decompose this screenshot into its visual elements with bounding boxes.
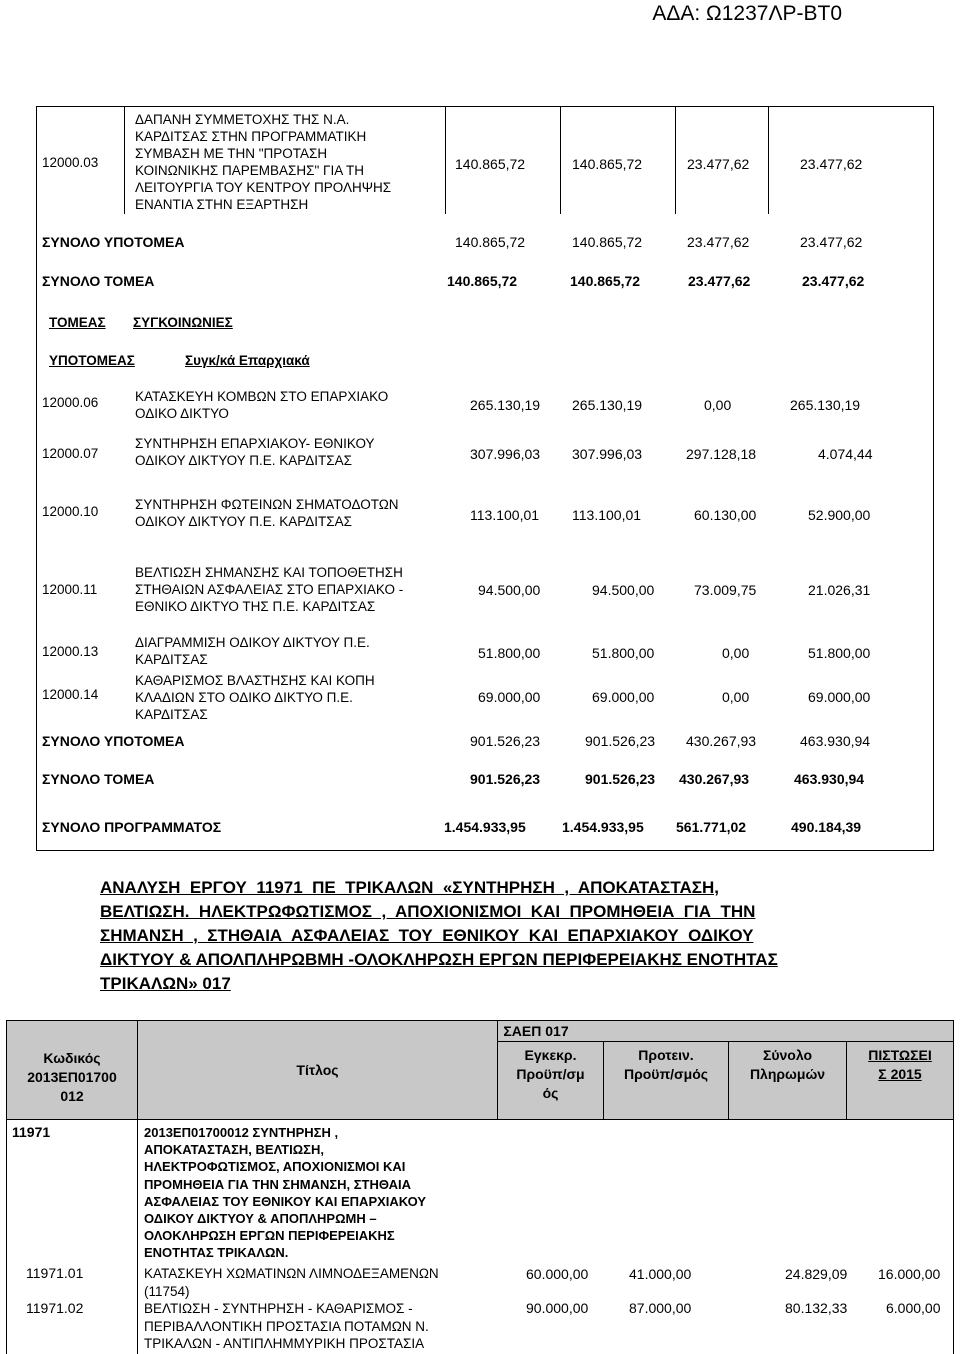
row-title: ΚΑΤΑΣΚΕΥΗ ΚΟΜΒΩΝ ΣΤΟ ΕΠΑΡΧΙΑΚΟ ΟΔΙΚΟ ΔΙΚΤΥΟ bbox=[135, 389, 389, 421]
sector-value: ΣΥΓΚΟΙΝΩΝΙΕΣ bbox=[133, 315, 233, 330]
value-credit: 463.930,94 bbox=[800, 733, 871, 749]
row-code: 12000.10 bbox=[42, 504, 99, 519]
value-paid: 430.267,93 bbox=[686, 733, 757, 749]
project-analysis-heading: ΑΝΑΛΥΣΗ ΕΡΓΟΥ 11971 ΠΕ ΤΡΙΚΑΛΩΝ «ΣΥΝΤΗΡΗΣΗ , ΑΠΟΚΑΤΑΣΤΑΣΗ, ΒΕΛΤΙΩΣΗ. ΗΛΕΚΤΡΩΦΩΤΙΣΜΟΣ , ΑΠΟΧΙΟΝΙΣΜΟΙ ΚΑΙ ΠΡΟΜΗΘΕΙΑ ΓΙΑ ΤΗΝ ΣΗΜΑΝΣΗ , ΣΤΗΘΑΙΑ ΑΣΦΑΛΕΙΑΣ ΤΟΥ ΕΘΝΙΚΟΥ ΚΑΙ ΕΠΑΡΧΙΑΚΟΥ ΟΔΙΚΟΥ ΔΙΚΤΥΟΥ & ΑΠΟΛΠΛΗΡΩΒΜΗ -ΟΛΟΚΛΗΡΩΣΗ ΕΡΓΩΝ ΠΕΡΙΦΕΡΕΙΑΚΗΣ ΕΝΟΤΗΤΑΣ ΤΡΙΚΑΛΩΝ» 017 bbox=[100, 878, 778, 993]
value-credit: 23.477,62 bbox=[800, 156, 863, 172]
payments-header: Σύνολο Πληρωμών bbox=[749, 1047, 826, 1082]
value-proposed: 307.996,03 bbox=[572, 446, 643, 462]
value-credit: 265.130,19 bbox=[790, 397, 861, 413]
value-proposed: 41.000,00 bbox=[629, 1266, 692, 1282]
row-code: 12000.03 bbox=[42, 155, 99, 170]
value-paid: 24.829,09 bbox=[785, 1266, 848, 1282]
value-proposed: 265.130,19 bbox=[572, 397, 643, 413]
value-proposed: 1.454.933,95 bbox=[562, 819, 644, 835]
column-divider bbox=[124, 106, 125, 214]
value-approved: 901.526,23 bbox=[470, 771, 541, 787]
value-approved: 140.865,72 bbox=[455, 234, 526, 250]
value-proposed: 140.865,72 bbox=[570, 273, 641, 289]
row-title: ΔΑΠΑΝΗ ΣΥΜΜΕΤΟΧΗΣ ΤΗΣ Ν.Α. ΚΑΡΔΙΤΣΑΣ ΣΤΗΝ ΠΡΟΓΡΑΜΜΑΤΙΚΗ ΣΥΜΒΑΣΗ ΜΕ ΤΗΝ "ΠΡΟΤΑΣΗ ΚΟΙΝΩΝΙΚΗΣ ΠΑΡΕΜΒΑΣΗΣ" ΓΙΑ ΤΗ ΛΕΙΤΟΥΡΓΙΑ ΤΟΥ ΚΕΝΤΡΟΥ ΠΡΟΛΗΨΗΣ ΕΝΑΝΤΙΑ ΣΤΗΝ ΕΞΑΡΤΗΣΗ bbox=[135, 112, 392, 212]
row-code: 11971 bbox=[12, 1124, 51, 1140]
saep-label: ΣΑΕΠ 017 bbox=[503, 1023, 569, 1039]
row-title: ΒΕΛΤΙΩΣΗ ΣΗΜΑΝΣΗΣ ΚΑΙ ΤΟΠΟΘΕΤΗΣΗ ΣΤΗΘΑΙΩΝ ΑΣΦΑΛΕΙΑΣ ΣΤΟ ΕΠΑΡΧΙΑΚΟ - ΕΘΝΙΚΟ ΔΙΚΤΥΟ ΤΗΣ Π.Ε. ΚΑΡΔΙΤΣΑΣ bbox=[135, 565, 404, 614]
total-label: ΣΥΝΟΛΟ ΥΠΟΤΟΜΕΑ bbox=[42, 733, 185, 749]
row-title: ΔΙΑΓΡΑΜΜΙΣΗ ΟΔΙΚΟΥ ΔΙΚΤΥΟΥ Π.Ε. ΚΑΡΔΙΤΣΑΣ bbox=[135, 635, 370, 667]
value-credit: 4.074,44 bbox=[818, 446, 873, 462]
column-divider bbox=[445, 106, 446, 214]
approved-header: Εγκεκρ. Προϋπ/σμ ός bbox=[516, 1047, 585, 1101]
subsector-value: Συγκ/κά Επαρχιακά bbox=[185, 353, 310, 368]
value-proposed: 69.000,00 bbox=[592, 689, 655, 705]
row-code: 12000.06 bbox=[42, 395, 99, 410]
sector-label: ΤΟΜΕΑΣ bbox=[49, 315, 106, 330]
value-approved: 265.130,19 bbox=[470, 397, 541, 413]
grid-line bbox=[137, 1119, 138, 1354]
row-code: 11971.01 bbox=[26, 1265, 84, 1281]
row-title: ΚΑΘΑΡΙΣΜΟΣ ΒΛΑΣΤΗΣΗΣ ΚΑΙ ΚΟΠΗ ΚΛΑΔΙΩΝ ΣΤΟ ΟΔΙΚΟ ΔΙΚΤΥΟ Π.Ε. ΚΑΡΔΙΤΣΑΣ bbox=[135, 673, 375, 722]
value-paid: 0,00 bbox=[722, 645, 750, 661]
value-credit: 52.900,00 bbox=[808, 507, 871, 523]
row-title: ΚΑΤΑΣΚΕΥΗ ΧΩΜΑΤΙΝΩΝ ΛΙΜΝΟΔΕΞΑΜΕΝΩΝ (11754) bbox=[144, 1266, 439, 1299]
value-paid: 73.009,75 bbox=[694, 582, 757, 598]
value-credit: 69.000,00 bbox=[808, 689, 871, 705]
value-proposed: 113.100,01 bbox=[572, 507, 642, 523]
value-proposed: 901.526,23 bbox=[585, 771, 656, 787]
column-divider bbox=[560, 106, 561, 214]
value-credit: 490.184,39 bbox=[791, 819, 862, 835]
value-approved: 60.000,00 bbox=[526, 1266, 589, 1282]
value-proposed: 87.000,00 bbox=[629, 1300, 692, 1316]
value-approved: 90.000,00 bbox=[526, 1300, 589, 1316]
ada-code: ΑΔΑ: Ω1237ΛΡ-ΒΤ0 bbox=[652, 2, 842, 25]
row-title: ΣΥΝΤΗΡΗΣΗ ΕΠΑΡΧΙΑΚΟΥ- ΕΘΝΙΚΟΥ ΟΔΙΚΟΥ ΔΙΚΤΥΟΥ Π.Ε. ΚΑΡΔΙΤΣΑΣ bbox=[135, 436, 375, 468]
row-title: ΒΕΛΤΙΩΣΗ - ΣΥΝΤΗΡΗΣΗ - ΚΑΘΑΡΙΣΜΟΣ - ΠΕΡΙΒΑΛΛΟΝΤΙΚΗ ΠΡΟΣΤΑΣΙΑ ΠΟΤΑΜΩΝ Ν. ΤΡΙΚΑΛΩΝ - ΑΝΤΙΠΛΗΜΜΥΡΙΚΗ ΠΡΟΣΤΑΣΙΑ bbox=[144, 1301, 429, 1351]
value-approved: 69.000,00 bbox=[478, 689, 541, 705]
value-proposed: 140.865,72 bbox=[572, 156, 643, 172]
value-credit: 51.800,00 bbox=[808, 645, 871, 661]
total-label: ΣΥΝΟΛΟ ΤΟΜΕΑ bbox=[42, 273, 155, 289]
value-credit: 23.477,62 bbox=[800, 234, 863, 250]
row-code: 12000.11 bbox=[42, 582, 98, 597]
value-proposed: 901.526,23 bbox=[585, 733, 656, 749]
row-title: ΣΥΝΤΗΡΗΣΗ ΦΩΤΕΙΝΩΝ ΣΗΜΑΤΟΔΟΤΩΝ ΟΔΙΚΟΥ ΔΙΚΤΥΟΥ Π.Ε. ΚΑΡΔΙΤΣΑΣ bbox=[135, 497, 399, 529]
value-approved: 113.100,01 bbox=[470, 507, 540, 523]
grid-line bbox=[6, 1119, 7, 1354]
value-credit: 463.930,94 bbox=[794, 771, 865, 787]
value-paid: 23.477,62 bbox=[687, 156, 750, 172]
value-credit: 6.000,00 bbox=[886, 1300, 941, 1316]
column-divider bbox=[675, 106, 676, 214]
value-paid: 23.477,62 bbox=[688, 273, 751, 289]
column-divider bbox=[768, 106, 769, 214]
value-credit: 21.026,31 bbox=[808, 582, 871, 598]
value-proposed: 140.865,72 bbox=[572, 234, 643, 250]
total-label: ΣΥΝΟΛΟ ΥΠΟΤΟΜΕΑ bbox=[42, 234, 185, 250]
value-proposed: 51.800,00 bbox=[592, 645, 655, 661]
value-credit: 23.477,62 bbox=[802, 273, 865, 289]
value-approved: 307.996,03 bbox=[470, 446, 541, 462]
value-approved: 140.865,72 bbox=[447, 273, 518, 289]
grid-line bbox=[953, 1119, 954, 1354]
value-approved: 51.800,00 bbox=[478, 645, 541, 661]
row-code: 12000.13 bbox=[42, 644, 99, 659]
value-approved: 140.865,72 bbox=[455, 156, 526, 172]
row-code: 12000.14 bbox=[42, 687, 99, 702]
value-proposed: 94.500,00 bbox=[592, 582, 655, 598]
value-approved: 901.526,23 bbox=[470, 733, 541, 749]
row-title: 2013ΕΠ01700012 ΣΥΝΤΗΡΗΣΗ , ΑΠΟΚΑΤΑΣΤΑΣΗ, ΒΕΛΤΙΩΣΗ, ΗΛΕΚΤΡΟΦΩΤΙΣΜΟΣ, ΑΠΟΧΙΟΝΙΣΜΟΙ ΚΑΙ ΠΡΟΜΗΘΕΙΑ ΓΙΑ ΤΗΝ ΣΗΜΑΝΣΗ, ΣΤΗΘΑΙΑ ΑΣΦΑΛΕΙΑΣ ΤΟΥ ΕΘΝΙΚΟΥ ΚΑΙ ΕΠΑΡΧΙΑΚΟΥ ΟΔΙΚΟΥ ΔΙΚΤΥΟΥ & ΑΠΟΠΛΗΡΩΜΗ – ΟΛΟΚΛΗΡΩΣΗ ΕΡΓΩΝ ΠΕΡΙΦΕΡΕΙΑΚΗΣ ΕΝΟΤΗΤΑΣ ΤΡΙΚΑΛΩΝ. bbox=[144, 1125, 427, 1261]
value-credit: 16.000,00 bbox=[878, 1266, 941, 1282]
value-paid: 297.128,18 bbox=[686, 446, 757, 462]
value-approved: 94.500,00 bbox=[478, 582, 541, 598]
row-code: 11971.02 bbox=[26, 1300, 84, 1316]
proposed-header: Προτειν. Προϋπ/σμός bbox=[623, 1047, 709, 1082]
credits-header: ΠΙΣΤΩΣΕΙ Σ 2015 bbox=[868, 1047, 932, 1082]
subsector-label: ΥΠΟΤΟΜΕΑΣ bbox=[49, 353, 135, 368]
value-paid: 60.130,00 bbox=[694, 507, 757, 523]
row-code: 12000.07 bbox=[42, 446, 99, 461]
value-paid: 80.132,33 bbox=[785, 1300, 848, 1316]
total-label: ΣΥΝΟΛΟ ΠΡΟΓΡΑΜΜΑΤΟΣ bbox=[42, 819, 222, 835]
value-paid: 23.477,62 bbox=[687, 234, 750, 250]
value-paid: 561.771,02 bbox=[676, 819, 747, 835]
value-paid: 0,00 bbox=[704, 397, 732, 413]
total-label: ΣΥΝΟΛΟ ΤΟΜΕΑ bbox=[42, 771, 155, 787]
value-approved: 1.454.933,95 bbox=[444, 819, 526, 835]
value-paid: 0,00 bbox=[722, 689, 750, 705]
value-paid: 430.267,93 bbox=[679, 771, 750, 787]
title-header: Τίτλος bbox=[296, 1062, 339, 1078]
code-header: Κωδικός 2013ΕΠ01700 012 bbox=[27, 1050, 117, 1104]
